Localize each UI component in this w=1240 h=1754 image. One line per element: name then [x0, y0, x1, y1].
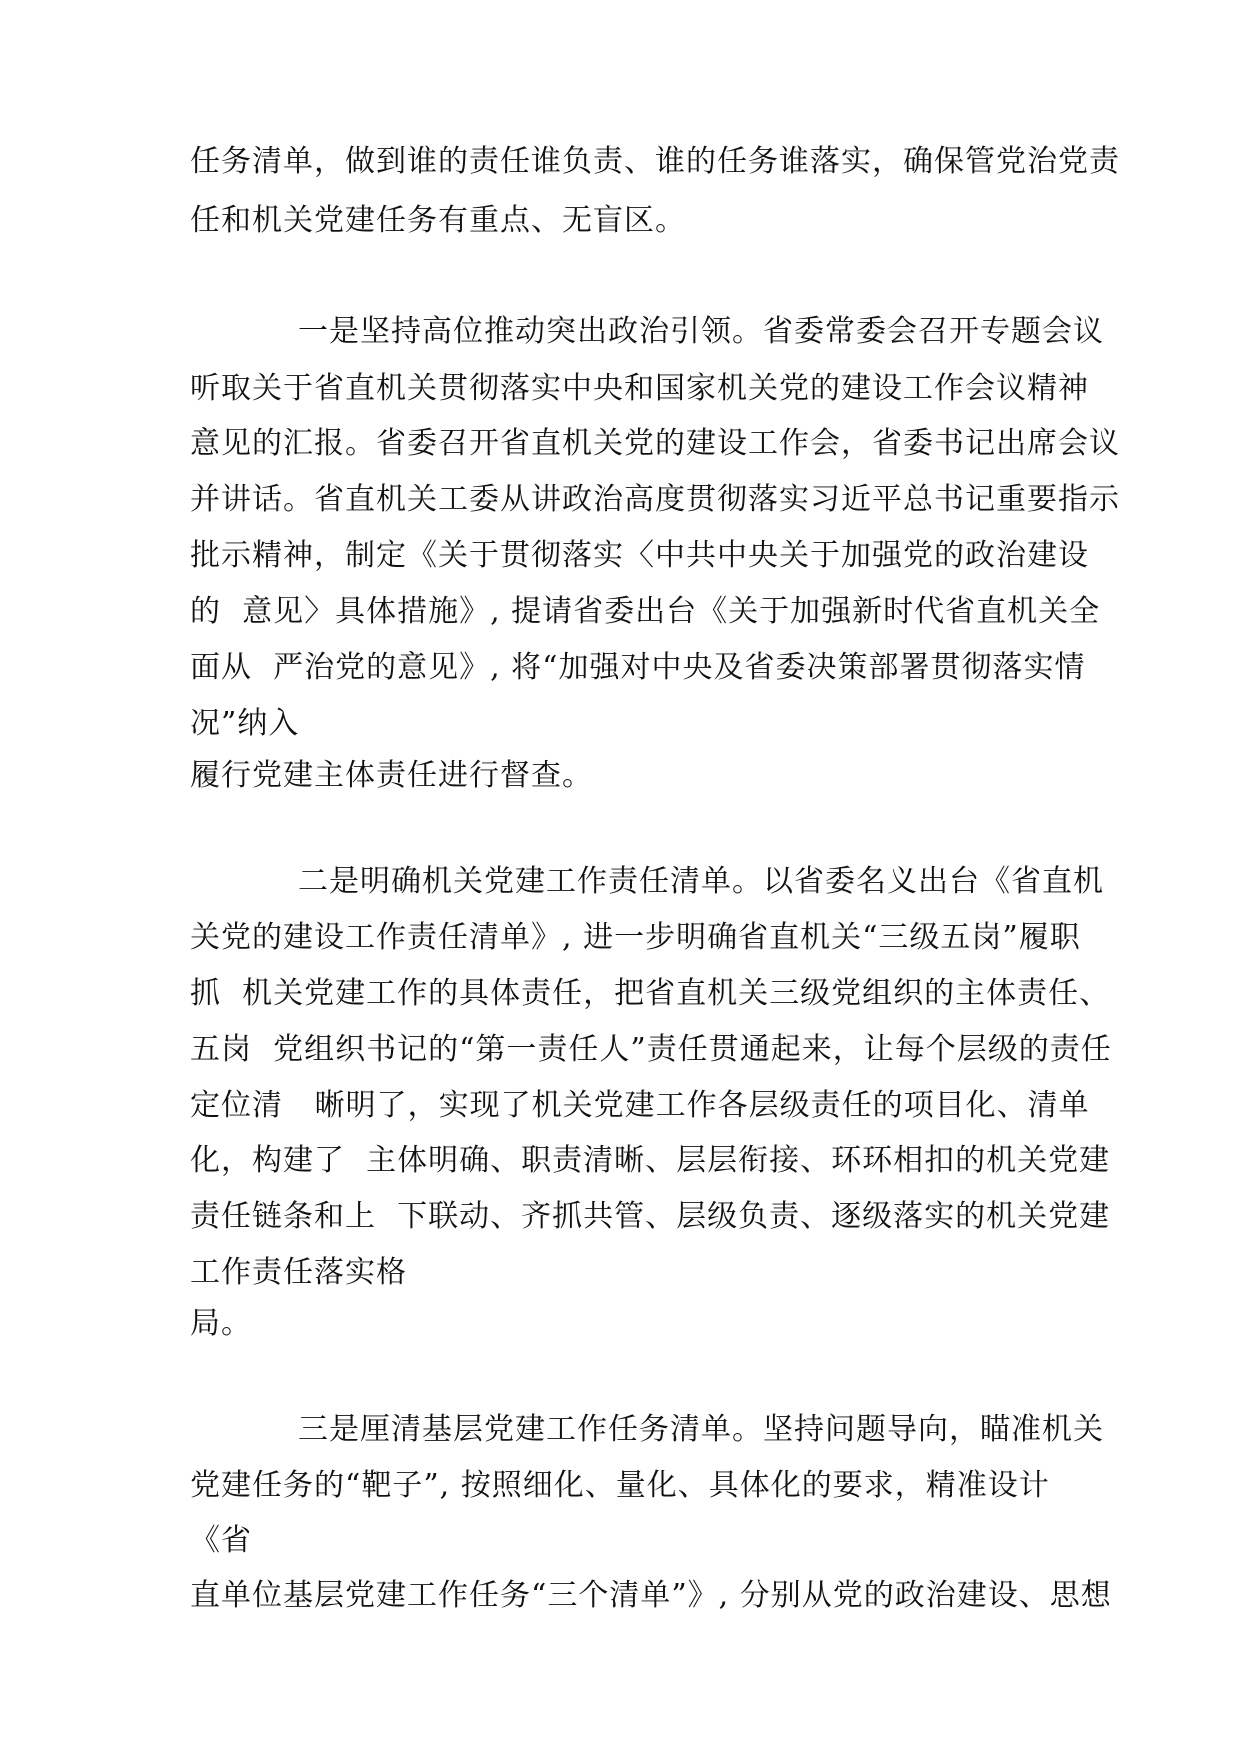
text-line: 党建任务的“靶子”, 按照细化、量化、具体化的要求，精准设计 — [190, 1468, 1050, 1503]
text-line: 化，构建了 主体明确、职责清晰、层层衔接、环环相扣的机关党建 — [190, 1143, 1111, 1178]
text-line: 关党的建设工作责任清单》, 进一步明确省直机关“三级五岗”履职 — [190, 920, 1081, 955]
text-line: 并讲话。省直机关工委从讲政治高度贯彻落实习近平总书记重要指示 — [190, 482, 1120, 517]
text-line: 局。 — [190, 1306, 252, 1341]
text-line: 履行党建主体责任进行督查。 — [190, 758, 593, 793]
text-line: 的 意见〉具体措施》, 提请省委出台《关于加强新时代省直机关全 — [190, 594, 1101, 629]
paragraph-2-start: 二是明确机关党建工作责任清单。以省委名义出台《省直机 — [298, 864, 1104, 899]
text-line: 任务清单，做到谁的责任谁负责、谁的任务谁落实，确保管党治党责 — [190, 144, 1120, 179]
text-line: 意见的汇报。省委召开省直机关党的建设工作会，省委书记出席会议 — [190, 426, 1120, 461]
text-line: 况”纳入 — [190, 706, 300, 741]
text-line: 任和机关党建任务有重点、无盲区。 — [190, 203, 686, 238]
paragraph-1-start: 一是坚持高位推动突出政治引领。省委常委会召开专题会议 — [298, 314, 1104, 349]
text-line: 直单位基层党建工作任务“三个清单”》, 分别从党的政治建设、思想 — [190, 1578, 1112, 1613]
paragraph-3-start: 三是厘清基层党建工作任务清单。坚持问题导向，瞄准机关 — [298, 1412, 1104, 1447]
text-line: 批示精神，制定《关于贯彻落实〈中共中央关于加强党的政治建设 — [190, 538, 1089, 573]
text-line: 抓 机关党建工作的具体责任，把省直机关三级党组织的主体责任、 — [190, 976, 1111, 1011]
text-line: 面从 严治党的意见》, 将“加强对中央及省委决策部署贯彻落实情 — [190, 650, 1086, 685]
text-line: 听取关于省直机关贯彻落实中央和国家机关党的建设工作会议精神 — [190, 371, 1089, 406]
text-line: 五岗 党组织书记的“第一责任人”责任贯通起来，让每个层级的责任 — [190, 1032, 1112, 1067]
text-line: 工作责任落实格 — [190, 1255, 407, 1290]
text-line: 《省 — [190, 1523, 252, 1558]
text-line: 责任链条和上 下联动、齐抓共管、层级负责、逐级落实的机关党建 — [190, 1199, 1111, 1234]
text-line: 定位清 晰明了，实现了机关党建工作各层级责任的项目化、清单 — [190, 1088, 1090, 1123]
